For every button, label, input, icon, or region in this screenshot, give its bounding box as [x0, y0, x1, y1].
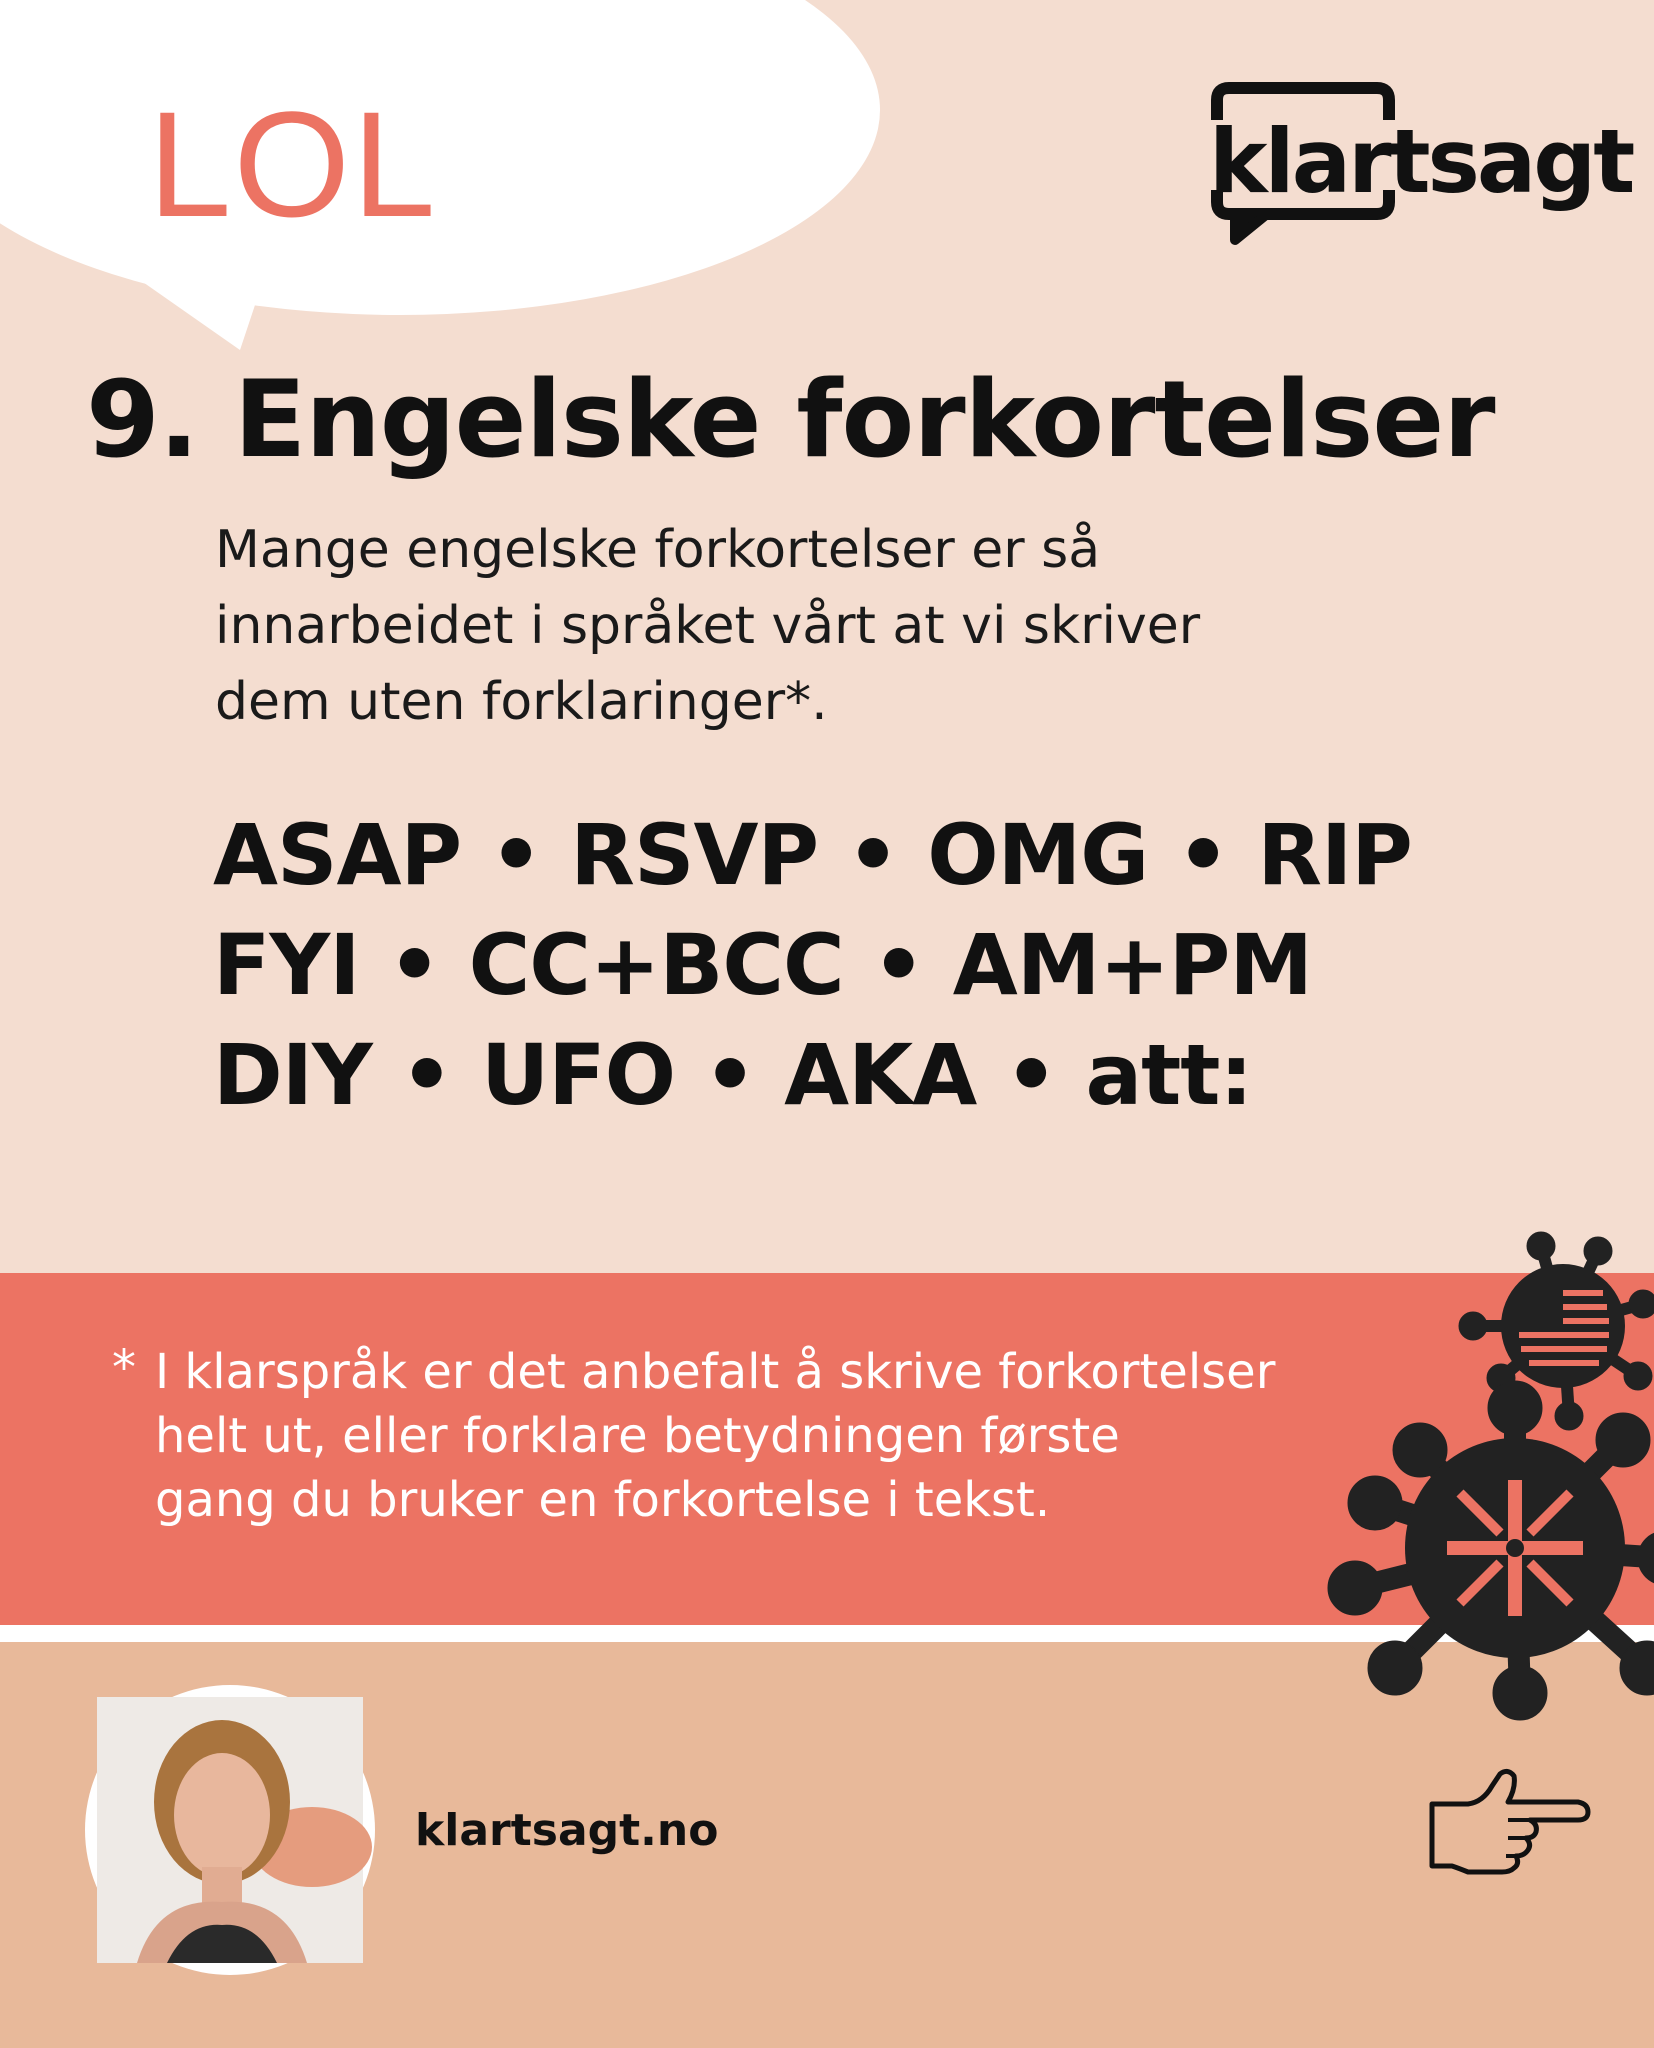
footnote-line: I klarspråk er det anbefalt å skrive forkortelser [155, 1344, 1276, 1400]
footnote-line: gang du bruker en forkortelse i tekst. [155, 1472, 1051, 1528]
avatar [85, 1685, 375, 1975]
intro-line: innarbeidet i språket vårt at vi skriver [215, 596, 1201, 656]
intro-line: Mange engelske forkortelser er så [215, 520, 1101, 580]
virus-icons [1340, 1230, 1654, 1710]
avatar-photo [97, 1697, 363, 1963]
virus-us-flag-icon [1459, 1232, 1654, 1430]
speech-bubble [0, 0, 900, 370]
logo-text: klartsagt [1209, 110, 1633, 213]
intro-line: dem uten forklaringer*. [215, 672, 828, 732]
footnote-marker: * [112, 1340, 136, 1396]
abbreviation-list [213, 800, 1412, 1130]
pointing-hand-icon [1428, 1768, 1593, 1878]
virus-uk-flag-icon [1328, 1381, 1654, 1720]
abbreviation-line: FYI • CC+BCC • AM+PM [213, 916, 1312, 1014]
website-link[interactable]: klartsagt.no [415, 1805, 719, 1856]
footnote-line: helt ut, eller forklare betydningen første [155, 1408, 1120, 1464]
footnote-text [155, 1340, 1275, 1532]
page-title: 9. Engelske forkortelser [86, 358, 1495, 481]
bubble-text: LOL [148, 80, 438, 248]
intro-paragraph [215, 512, 1465, 740]
abbreviation-line: ASAP • RSVP • OMG • RIP [213, 806, 1412, 904]
abbreviation-line: DIY • UFO • AKA • att: [213, 1026, 1253, 1124]
klartsagt-logo [1205, 80, 1633, 240]
